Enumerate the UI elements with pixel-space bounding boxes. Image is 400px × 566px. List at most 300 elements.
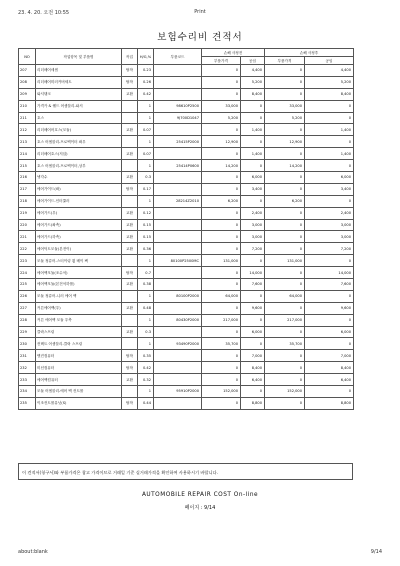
print-page-counter: 9/14 xyxy=(370,549,382,555)
row-no: 222 xyxy=(19,243,36,255)
row-part-code: 98610P2500 xyxy=(154,100,202,112)
row-item: 에어백컴퓨터 xyxy=(36,374,122,386)
row-no: 210 xyxy=(19,100,36,112)
row-item: 에어가드(좌측) xyxy=(36,219,122,231)
table-row xyxy=(19,183,354,195)
table-row xyxy=(19,88,354,100)
row-work: 교환 xyxy=(122,302,138,314)
row-work: 교환 xyxy=(122,88,138,100)
row-before-labor: 3,000 xyxy=(241,231,265,243)
row-after-parts: 64,000 xyxy=(265,290,305,302)
row-item: 호스 xyxy=(36,112,122,124)
row-no: 230 xyxy=(19,338,36,350)
row-after-parts: 0 xyxy=(265,124,305,136)
table-row xyxy=(19,65,354,77)
row-no: 220 xyxy=(19,219,36,231)
row-hours: 0.3 xyxy=(138,172,154,184)
table-row xyxy=(19,374,354,386)
header-row-1 xyxy=(19,49,354,57)
row-before-parts: 35,700 xyxy=(202,338,241,350)
row-after-parts: 0 xyxy=(265,231,305,243)
row-after-parts: 152,000 xyxy=(265,386,305,398)
row-part-code xyxy=(154,231,202,243)
row-part-code: 25415P2000 xyxy=(154,136,202,148)
row-before-parts: 152,000 xyxy=(202,386,241,398)
row-hours: 1 xyxy=(138,290,154,302)
row-after-labor: 4,400 xyxy=(305,65,354,77)
row-part-code: 9J700D1047 xyxy=(154,112,202,124)
row-before-labor: 8,800 xyxy=(241,397,265,409)
row-after-parts: 33,000 xyxy=(265,100,305,112)
row-part-code xyxy=(154,88,202,100)
table-row xyxy=(19,195,354,207)
row-no: 212 xyxy=(19,124,36,136)
table-row xyxy=(19,362,354,374)
row-item: 와셔탱크 xyxy=(36,88,122,100)
table-row xyxy=(19,290,354,302)
row-before-labor: 0 xyxy=(241,255,265,267)
row-hours: 0.42 xyxy=(138,362,154,374)
table-row xyxy=(19,124,354,136)
row-no: 235 xyxy=(19,397,36,409)
col-no: NO xyxy=(19,49,36,65)
table-row xyxy=(19,243,354,255)
row-after-labor: 2,400 xyxy=(305,207,354,219)
row-before-labor: 5,200 xyxy=(241,76,265,88)
row-after-parts: 0 xyxy=(265,219,305,231)
row-part-code xyxy=(154,350,202,362)
row-part-code: 25414P0600 xyxy=(154,160,202,172)
row-before-parts: 0 xyxy=(202,302,241,314)
row-before-parts: 0 xyxy=(202,243,241,255)
row-after-labor: 6,000 xyxy=(305,172,354,184)
print-footer xyxy=(18,549,382,555)
row-item: 에어백모듈(본전석하롤) xyxy=(36,279,122,291)
row-before-parts: 217,000 xyxy=(202,314,241,326)
row-before-labor: 0 xyxy=(241,136,265,148)
col-before-parts: 부품가격 xyxy=(202,57,241,65)
row-hours: 0.26 xyxy=(138,76,154,88)
row-after-parts: 0 xyxy=(265,243,305,255)
row-item: 리더배어어호스(모듈) xyxy=(36,124,122,136)
row-no: 215 xyxy=(19,160,36,172)
row-work xyxy=(122,255,138,267)
col-work: 작업 xyxy=(122,49,138,65)
row-before-parts: 0 xyxy=(202,219,241,231)
row-no: 208 xyxy=(19,76,36,88)
row-work: 교환 xyxy=(122,124,138,136)
row-no: 221 xyxy=(19,231,36,243)
row-part-code: 28214Z2010 xyxy=(154,195,202,207)
row-work: 탈착 xyxy=(122,350,138,362)
footer-title: AUTOMOBILE REPAIR COST On-line xyxy=(141,492,259,498)
row-work: 탈착 xyxy=(122,362,138,374)
row-before-parts: 0 xyxy=(202,350,241,362)
row-before-labor: 0 xyxy=(241,160,265,172)
row-no: 229 xyxy=(19,326,36,338)
row-item: 리더배어세셈 xyxy=(36,65,122,77)
row-no: 224 xyxy=(19,267,36,279)
row-after-labor: 0 xyxy=(305,195,354,207)
row-after-labor: 1,400 xyxy=(305,124,354,136)
table-row xyxy=(19,148,354,160)
row-hours: 0.44 xyxy=(138,397,154,409)
row-after-parts: 0 xyxy=(265,76,305,88)
row-hours: 1 xyxy=(138,136,154,148)
row-after-labor: 6,000 xyxy=(305,326,354,338)
col-part-code: 부품코드 xyxy=(154,49,202,65)
table-row xyxy=(19,136,354,148)
table-row xyxy=(19,350,354,362)
table-row xyxy=(19,219,354,231)
row-before-parts: 33,000 xyxy=(202,100,241,112)
row-work xyxy=(122,100,138,112)
row-before-parts: 0 xyxy=(202,76,241,88)
table-row xyxy=(19,172,354,184)
row-hours: 0.12 xyxy=(138,207,154,219)
row-no: 211 xyxy=(19,112,36,124)
row-part-code xyxy=(154,279,202,291)
page-label: 페이지 : 9/14 xyxy=(184,505,216,511)
row-before-parts: 0 xyxy=(202,148,241,160)
row-item: 에어덕트모듈(본전이) xyxy=(36,243,122,255)
row-part-code xyxy=(154,207,202,219)
row-item: 가격카 & 웰드 어셈블리-와셔 xyxy=(36,100,122,112)
row-before-labor: 7,200 xyxy=(241,243,265,255)
row-before-labor: 1,400 xyxy=(241,124,265,136)
row-after-parts: 35,700 xyxy=(265,338,305,350)
row-work: 탈착 xyxy=(122,397,138,409)
row-after-labor: 0 xyxy=(305,255,354,267)
row-hours: 0.42 xyxy=(138,88,154,100)
row-part-code xyxy=(154,267,202,279)
row-no: 227 xyxy=(19,302,36,314)
row-after-labor: 0 xyxy=(305,100,354,112)
row-part-code xyxy=(154,172,202,184)
table-row xyxy=(19,397,354,409)
row-before-labor: 0 xyxy=(241,100,265,112)
row-part-code: 80100P2500MC xyxy=(154,255,202,267)
row-part-code: 95910P2000 xyxy=(154,386,202,398)
row-hours: 0.15 xyxy=(138,231,154,243)
row-no: 214 xyxy=(19,148,36,160)
row-item: 클락스프링 xyxy=(36,326,122,338)
row-hours: 1 xyxy=(138,386,154,398)
col-after-group: 손해 사정후 xyxy=(265,49,354,57)
row-before-labor: 6,000 xyxy=(241,326,265,338)
row-item: 냉각수 xyxy=(36,172,122,184)
row-item: 이조컨트롤유닛(S) xyxy=(36,397,122,409)
row-item: 모듈 정류어-니러 에어 백 xyxy=(36,290,122,302)
row-hours: 0.07 xyxy=(138,148,154,160)
print-window-title: Print xyxy=(194,9,206,15)
row-no: 219 xyxy=(19,207,36,219)
row-no: 233 xyxy=(19,374,36,386)
table-row xyxy=(19,314,354,326)
row-after-labor: 5,200 xyxy=(305,76,354,88)
row-part-code xyxy=(154,243,202,255)
row-before-parts: 14,200 xyxy=(202,160,241,172)
row-item: 모듈 정류어-스터이링 휠 베이 팩 xyxy=(36,255,122,267)
row-hours: 0.3 xyxy=(138,326,154,338)
row-hours: 0.38 xyxy=(138,279,154,291)
row-before-labor: 1,400 xyxy=(241,148,265,160)
row-hours: 0.07 xyxy=(138,124,154,136)
row-work: 교환 xyxy=(122,374,138,386)
row-work xyxy=(122,195,138,207)
row-after-labor: 6,400 xyxy=(305,374,354,386)
row-work: 교환 xyxy=(122,207,138,219)
row-after-parts: 0 xyxy=(265,172,305,184)
row-work: 교환 xyxy=(122,279,138,291)
row-item: 컨택트 어셈블리-클락 스프링 xyxy=(36,338,122,350)
row-item: 에어가이드(좌) xyxy=(36,183,122,195)
row-item: 호스 어셈블리-프로벡이터 좌우 xyxy=(36,136,122,148)
row-before-parts: 64,000 xyxy=(202,290,241,302)
row-hours: 0.17 xyxy=(138,183,154,195)
row-item: 에어백모듈(조수석) xyxy=(36,267,122,279)
row-before-labor: 6,000 xyxy=(241,172,265,184)
row-no: 228 xyxy=(19,314,36,326)
row-before-parts: 0 xyxy=(202,374,241,386)
row-after-parts: 0 xyxy=(265,88,305,100)
table-row xyxy=(19,326,354,338)
row-hours: 1 xyxy=(138,255,154,267)
row-before-labor: 8,400 xyxy=(241,362,265,374)
row-no: 213 xyxy=(19,136,36,148)
row-before-parts: 12,900 xyxy=(202,136,241,148)
row-before-labor: 3,000 xyxy=(241,219,265,231)
row-item: 에어가드(하측) xyxy=(36,231,122,243)
row-part-code xyxy=(154,302,202,314)
row-part-code xyxy=(154,124,202,136)
row-before-labor: 0 xyxy=(241,314,265,326)
table-row xyxy=(19,76,354,88)
row-before-labor: 0 xyxy=(241,338,265,350)
row-after-parts: 12,900 xyxy=(265,136,305,148)
row-hours: 1 xyxy=(138,195,154,207)
row-before-parts: 0 xyxy=(202,267,241,279)
row-work: 교환 xyxy=(122,231,138,243)
row-item: 미션컴퓨터 xyxy=(36,362,122,374)
row-work: 탈착 xyxy=(122,76,138,88)
row-after-labor: 8,800 xyxy=(305,397,354,409)
row-after-labor: 0 xyxy=(305,290,354,302)
row-after-parts: 0 xyxy=(265,267,305,279)
row-part-code xyxy=(154,362,202,374)
row-before-labor: 3,400 xyxy=(241,183,265,195)
col-after-labor: 공임 xyxy=(305,57,354,65)
row-before-labor: 14,000 xyxy=(241,267,265,279)
row-part-code xyxy=(154,76,202,88)
row-after-labor: 0 xyxy=(305,112,354,124)
row-before-parts: 5,200 xyxy=(202,112,241,124)
row-after-labor: 8,400 xyxy=(305,88,354,100)
table-row xyxy=(19,231,354,243)
row-after-labor: 8,400 xyxy=(305,362,354,374)
row-item: 에어가이드-인터쿨러 xyxy=(36,195,122,207)
table-row xyxy=(19,160,354,172)
row-item: 커튼 에어백 모듈 우측 xyxy=(36,314,122,326)
row-part-code xyxy=(154,374,202,386)
row-no: 226 xyxy=(19,290,36,302)
row-before-parts: 0 xyxy=(202,207,241,219)
row-no: 225 xyxy=(19,279,36,291)
row-item: 호스 어셈블리-프로벡이터,상부 xyxy=(36,160,122,172)
row-hours: 0.23 xyxy=(138,65,154,77)
row-part-code: 80100P2000 xyxy=(154,290,202,302)
table-row xyxy=(19,112,354,124)
row-work: 탈착 xyxy=(122,65,138,77)
row-before-labor: 0 xyxy=(241,195,265,207)
table-row xyxy=(19,267,354,279)
table-row xyxy=(19,100,354,112)
row-hours: 0.15 xyxy=(138,219,154,231)
row-work: 교환 xyxy=(122,243,138,255)
row-before-labor: 0 xyxy=(241,112,265,124)
row-before-parts: 0 xyxy=(202,124,241,136)
disclaimer-note: 이 견적서(청구서)와 부품가격은 참고 가격이므로 거래일 기준 실거래가격을 확인하여 사용하시기 바랍니다. xyxy=(18,463,353,480)
row-hours: 0.48 xyxy=(138,302,154,314)
row-after-labor: 3,000 xyxy=(305,219,354,231)
row-before-parts: 131,000 xyxy=(202,255,241,267)
row-before-parts: 0 xyxy=(202,172,241,184)
row-after-parts: 0 xyxy=(265,397,305,409)
row-work xyxy=(122,112,138,124)
row-no: 218 xyxy=(19,195,36,207)
row-no: 217 xyxy=(19,183,36,195)
row-item: 리더배어호스(저압) xyxy=(36,148,122,160)
estimate-table xyxy=(18,48,354,410)
row-part-code xyxy=(154,183,202,195)
row-part-code xyxy=(154,65,202,77)
row-after-labor: 0 xyxy=(305,314,354,326)
row-item: 모듈 어셈블리-에어 백 컨트롤 xyxy=(36,386,122,398)
row-after-labor: 7,000 xyxy=(305,350,354,362)
row-before-labor: 8,400 xyxy=(241,88,265,100)
row-after-parts: 5,200 xyxy=(265,112,305,124)
row-no: 207 xyxy=(19,65,36,77)
row-after-parts: 0 xyxy=(265,374,305,386)
row-hours: 1 xyxy=(138,160,154,172)
row-part-code xyxy=(154,397,202,409)
row-before-parts: 0 xyxy=(202,65,241,77)
row-after-parts: 0 xyxy=(265,183,305,195)
row-item: 에어가드(우) xyxy=(36,207,122,219)
row-hours: 0.7 xyxy=(138,267,154,279)
row-after-parts: 217,000 xyxy=(265,314,305,326)
col-after-parts: 부품가격 xyxy=(265,57,305,65)
row-hours: 1 xyxy=(138,112,154,124)
table-row xyxy=(19,338,354,350)
row-no: 216 xyxy=(19,172,36,184)
row-after-parts: 131,000 xyxy=(265,255,305,267)
row-item: 리더배어미러커버세트 xyxy=(36,76,122,88)
table-row xyxy=(19,302,354,314)
row-after-parts: 0 xyxy=(265,302,305,314)
document-title: 보험수리비 견적서 xyxy=(157,32,243,43)
row-part-code xyxy=(154,326,202,338)
row-after-parts: 0 xyxy=(265,279,305,291)
row-before-labor: 9,600 xyxy=(241,302,265,314)
row-after-labor: 0 xyxy=(305,338,354,350)
row-no: 209 xyxy=(19,88,36,100)
row-work: 교환 xyxy=(122,148,138,160)
row-work xyxy=(122,386,138,398)
row-after-labor: 9,600 xyxy=(305,302,354,314)
row-before-labor: 0 xyxy=(241,290,265,302)
row-after-labor: 0 xyxy=(305,160,354,172)
row-after-parts: 0 xyxy=(265,148,305,160)
row-work xyxy=(122,314,138,326)
row-after-labor: 7,200 xyxy=(305,243,354,255)
row-no: 232 xyxy=(19,362,36,374)
table-row xyxy=(19,279,354,291)
row-no: 223 xyxy=(19,255,36,267)
row-hours: 1 xyxy=(138,314,154,326)
row-work: 교환 xyxy=(122,326,138,338)
row-work: 교환 xyxy=(122,219,138,231)
col-hours: H/G,% xyxy=(138,49,154,65)
row-after-parts: 14,200 xyxy=(265,160,305,172)
row-work xyxy=(122,160,138,172)
row-after-labor: 3,000 xyxy=(305,231,354,243)
table-row xyxy=(19,386,354,398)
row-hours: 0.35 xyxy=(138,350,154,362)
row-after-labor: 14,000 xyxy=(305,267,354,279)
col-before-group: 손해 사정전 xyxy=(202,49,265,57)
row-hours: 0.36 xyxy=(138,243,154,255)
row-after-parts: 0 xyxy=(265,65,305,77)
row-after-labor: 0 xyxy=(305,136,354,148)
row-before-labor: 2,400 xyxy=(241,207,265,219)
row-after-labor: 3,400 xyxy=(305,183,354,195)
row-after-parts: 0 xyxy=(265,207,305,219)
table-row xyxy=(19,207,354,219)
row-item: 엔진컴퓨터 xyxy=(36,350,122,362)
row-hours: 1 xyxy=(138,100,154,112)
print-url: about:blank xyxy=(18,549,48,555)
row-work: 교환 xyxy=(122,172,138,184)
row-after-parts: 6,200 xyxy=(265,195,305,207)
row-after-labor: 1,400 xyxy=(305,148,354,160)
row-before-parts: 0 xyxy=(202,397,241,409)
row-work xyxy=(122,290,138,302)
row-before-labor: 7,600 xyxy=(241,279,265,291)
row-before-parts: 6,200 xyxy=(202,195,241,207)
row-work: 탈착 xyxy=(122,183,138,195)
row-before-parts: 0 xyxy=(202,88,241,100)
col-before-labor: 공임 xyxy=(241,57,265,65)
row-before-parts: 0 xyxy=(202,279,241,291)
row-no: 231 xyxy=(19,350,36,362)
row-after-parts: 0 xyxy=(265,326,305,338)
table-row xyxy=(19,255,354,267)
row-after-parts: 0 xyxy=(265,350,305,362)
row-before-labor: 7,000 xyxy=(241,350,265,362)
row-before-labor: 6,400 xyxy=(241,374,265,386)
row-after-labor: 7,600 xyxy=(305,279,354,291)
row-work xyxy=(122,136,138,148)
row-before-parts: 0 xyxy=(202,183,241,195)
print-datetime: 23. 4. 20. 오전 10:55 xyxy=(18,10,70,16)
row-no: 234 xyxy=(19,386,36,398)
col-item: 작업항목 및 부품명 xyxy=(36,49,122,65)
row-before-parts: 0 xyxy=(202,362,241,374)
row-hours: 1 xyxy=(138,338,154,350)
row-part-code: 93490P2000 xyxy=(154,338,202,350)
row-before-labor: 4,400 xyxy=(241,65,265,77)
